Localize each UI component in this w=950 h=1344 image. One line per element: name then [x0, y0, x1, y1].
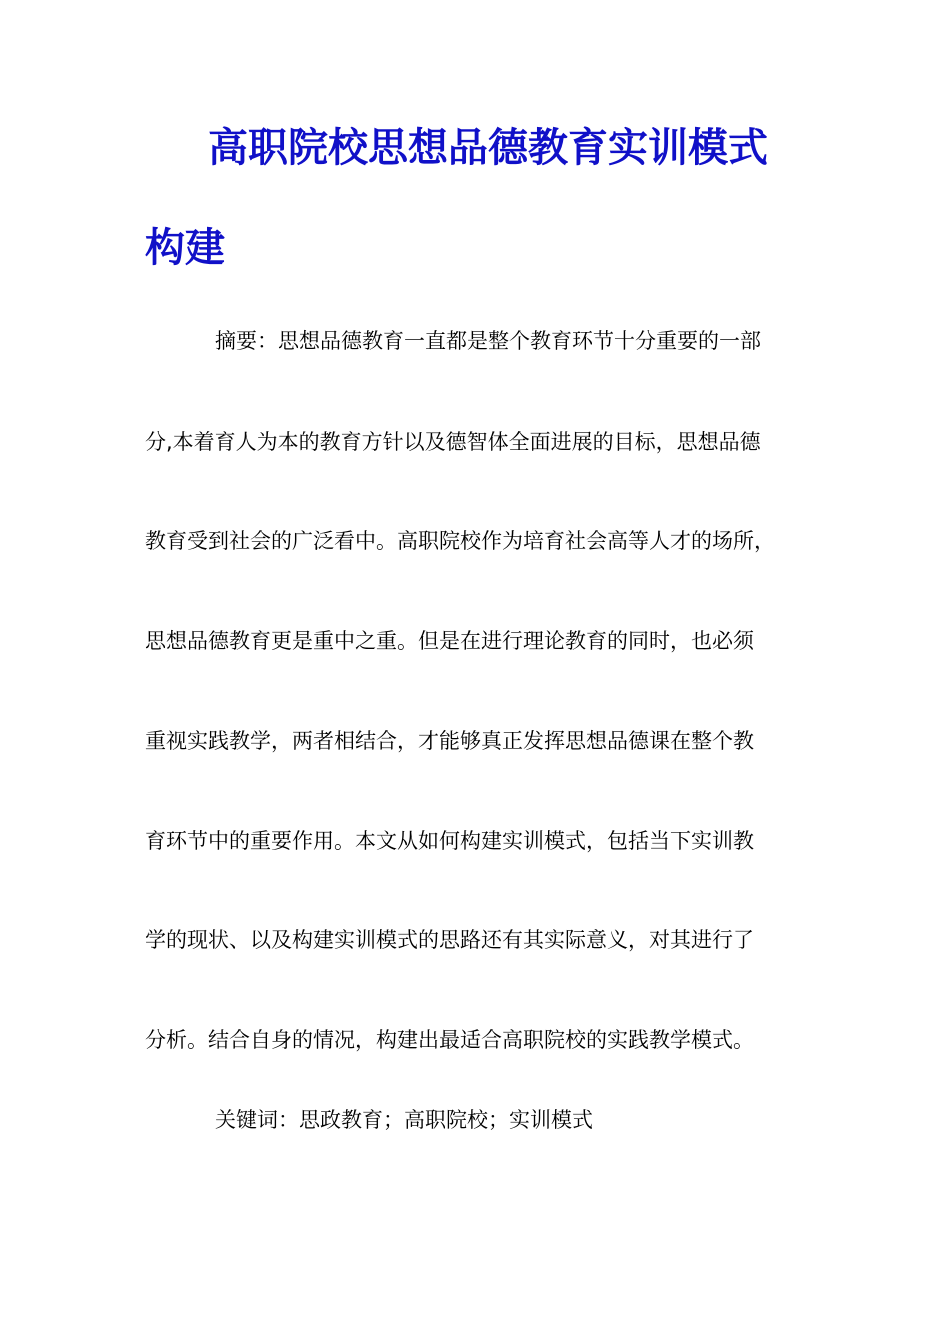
abstract-line: 教育受到社会的广泛看中。高职院校作为培育社会高等人才的场所， [145, 529, 775, 553]
keywords-line: 关键词：思政教育；高职院校；实训模式 [215, 1108, 593, 1132]
abstract-line: 思想品德教育更是重中之重。但是在进行理论教育的同时，也必须 [145, 629, 754, 653]
abstract-line: 分析。结合自身的情况，构建出最适合高职院校的实践教学模式。 [145, 1028, 754, 1052]
abstract-line: 分,本着育人为本的教育方针以及德智体全面进展的目标，思想品德 [145, 430, 761, 454]
abstract-line: 育环节中的重要作用。本文从如何构建实训模式，包括当下实训教 [145, 829, 754, 853]
abstract-line: 学的现状、以及构建实训模式的思路还有其实际意义，对其进行了 [145, 928, 754, 952]
abstract-line: 摘要：思想品德教育一直都是整个教育环节十分重要的一部 [215, 329, 761, 353]
document-title-line-2: 构建 [145, 224, 225, 271]
abstract-line: 重视实践教学，两者相结合，才能够真正发挥思想品德课在整个教 [145, 729, 754, 753]
document-title-line-1: 高职院校思想品德教育实训模式 [208, 124, 768, 171]
